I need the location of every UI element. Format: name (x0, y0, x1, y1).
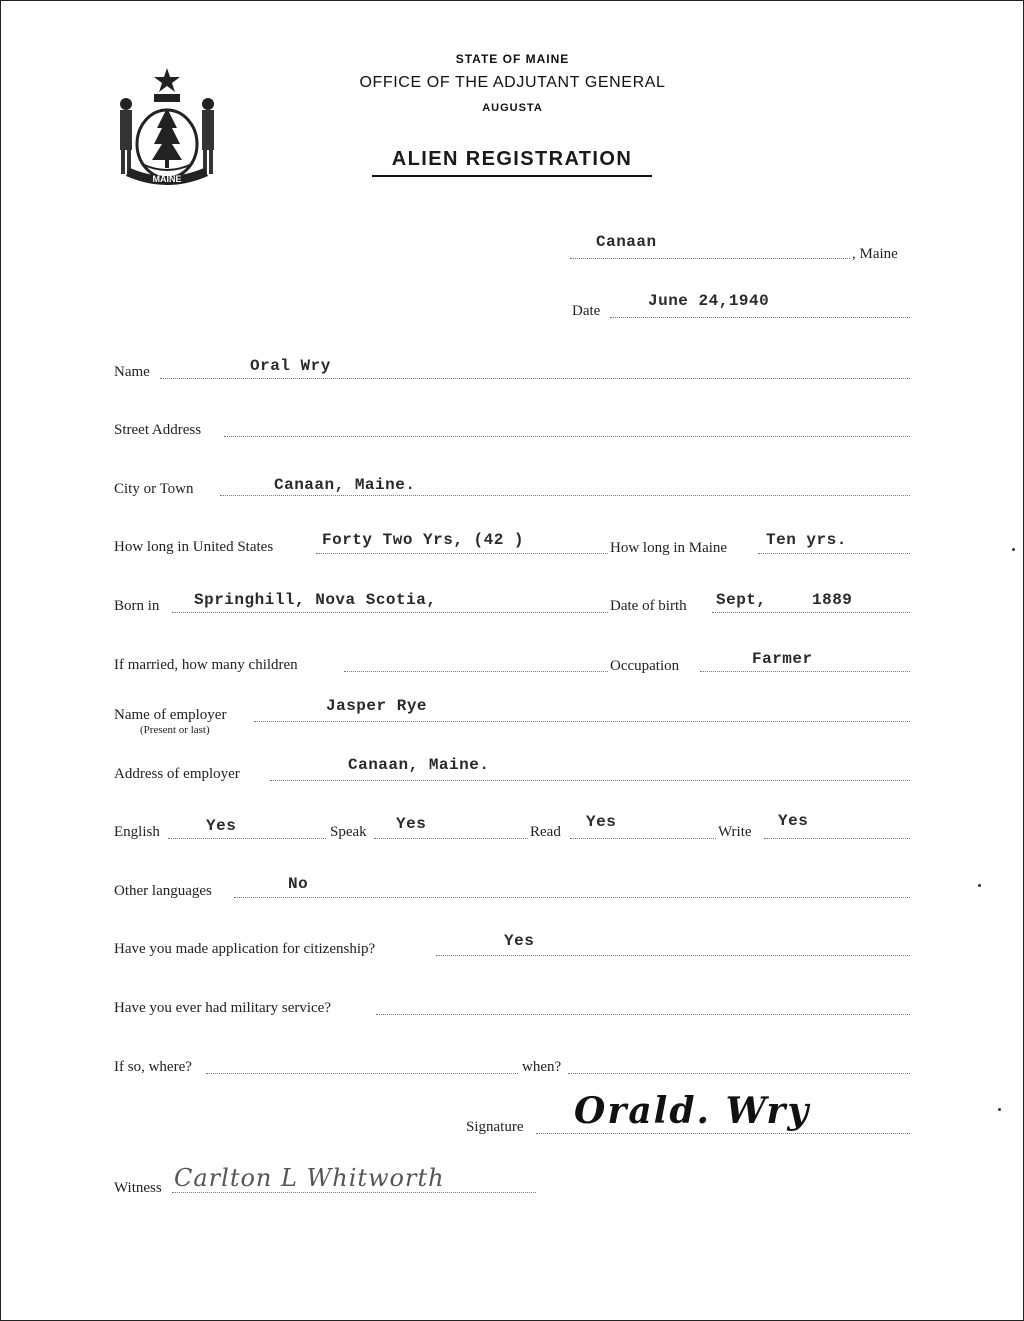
maine-duration-line (758, 553, 910, 554)
born-line (172, 612, 608, 613)
english-label: English (114, 824, 160, 840)
office-heading: OFFICE OF THE ADJUTANT GENERAL (359, 74, 666, 91)
date-line (610, 317, 910, 318)
dob-year-value: 1889 (812, 591, 853, 609)
name-value: Oral Wry (250, 357, 331, 375)
read-value: Yes (586, 813, 617, 831)
city-heading: AUGUSTA (482, 102, 543, 114)
speak-label: Speak (330, 824, 367, 840)
name-label: Name (114, 364, 150, 380)
maine-state-seal (112, 64, 222, 192)
place-value: Canaan (596, 233, 657, 251)
signature-label: Signature (466, 1119, 524, 1135)
street-label: Street Address (114, 422, 202, 438)
employer-label: Name of employer (114, 707, 227, 723)
read-label: Read (530, 824, 561, 840)
us-duration-value: Forty Two Yrs, (42 ) (322, 531, 525, 549)
employer-sublabel: (Present or last) (140, 724, 210, 736)
read-line (570, 838, 716, 839)
form-title: ALIEN REGISTRATION (372, 148, 652, 177)
scan-speck (998, 1108, 1001, 1111)
write-line (764, 838, 910, 839)
witness-signature: Carlton L Whitworth (174, 1164, 445, 1192)
speak-line (374, 838, 528, 839)
witness-label: Witness (114, 1180, 162, 1196)
english-line (168, 838, 326, 839)
citizenship-value: Yes (504, 932, 535, 950)
us-duration-line (316, 553, 608, 554)
english-value: Yes (206, 817, 237, 835)
employer-address-label: Address of employer (114, 766, 240, 782)
city-line (220, 495, 910, 496)
dob-label: Date of birth (610, 598, 687, 614)
write-label: Write (718, 824, 752, 840)
where-line (206, 1073, 518, 1074)
maine-duration-value: Ten yrs. (766, 531, 847, 549)
where-label: If so, where? (114, 1059, 192, 1075)
place-suffix: , Maine (852, 246, 898, 262)
occupation-label: Occupation (610, 658, 680, 674)
dob-line (712, 612, 910, 613)
employer-address-line (270, 780, 910, 781)
maine-duration-label: How long in Maine (610, 540, 728, 556)
street-line (224, 436, 910, 437)
military-label: Have you ever had military service? (114, 1000, 331, 1016)
occupation-line (700, 671, 910, 672)
us-duration-label: How long in United States (114, 539, 274, 555)
citizenship-line (436, 955, 910, 956)
born-label: Born in (114, 598, 160, 614)
name-line (160, 378, 910, 379)
dob-value: Sept, (716, 591, 767, 609)
date-value: June 24,1940 (648, 292, 770, 310)
employer-line (254, 721, 910, 722)
scan-speck (1012, 548, 1015, 551)
occupation-value: Farmer (752, 650, 813, 668)
citizenship-label: Have you made application for citizenship? (114, 941, 376, 957)
city-value: Canaan, Maine. (274, 476, 416, 494)
state-heading: STATE OF MAINE (455, 52, 570, 66)
scan-speck (978, 884, 981, 887)
employer-address-value: Canaan, Maine. (348, 756, 490, 774)
children-line (344, 671, 608, 672)
speak-value: Yes (396, 815, 427, 833)
city-label: City or Town (114, 481, 194, 497)
place-line (570, 258, 850, 259)
military-line (376, 1014, 910, 1015)
other-languages-line (234, 897, 910, 898)
other-languages-label: Other languages (114, 883, 212, 899)
date-label: Date (572, 303, 601, 319)
employer-value: Jasper Rye (326, 697, 428, 715)
when-line (568, 1073, 910, 1074)
signature-value: Orald. Wry (574, 1090, 811, 1132)
when-label: when? (522, 1059, 562, 1075)
signature-line (536, 1133, 910, 1134)
other-languages-value: No (288, 875, 309, 893)
write-value: Yes (778, 812, 809, 830)
born-value: Springhill, Nova Scotia, (194, 591, 437, 609)
seal-banner-text: MAINE (152, 174, 182, 184)
children-label: If married, how many children (114, 657, 298, 673)
witness-line (172, 1192, 536, 1193)
